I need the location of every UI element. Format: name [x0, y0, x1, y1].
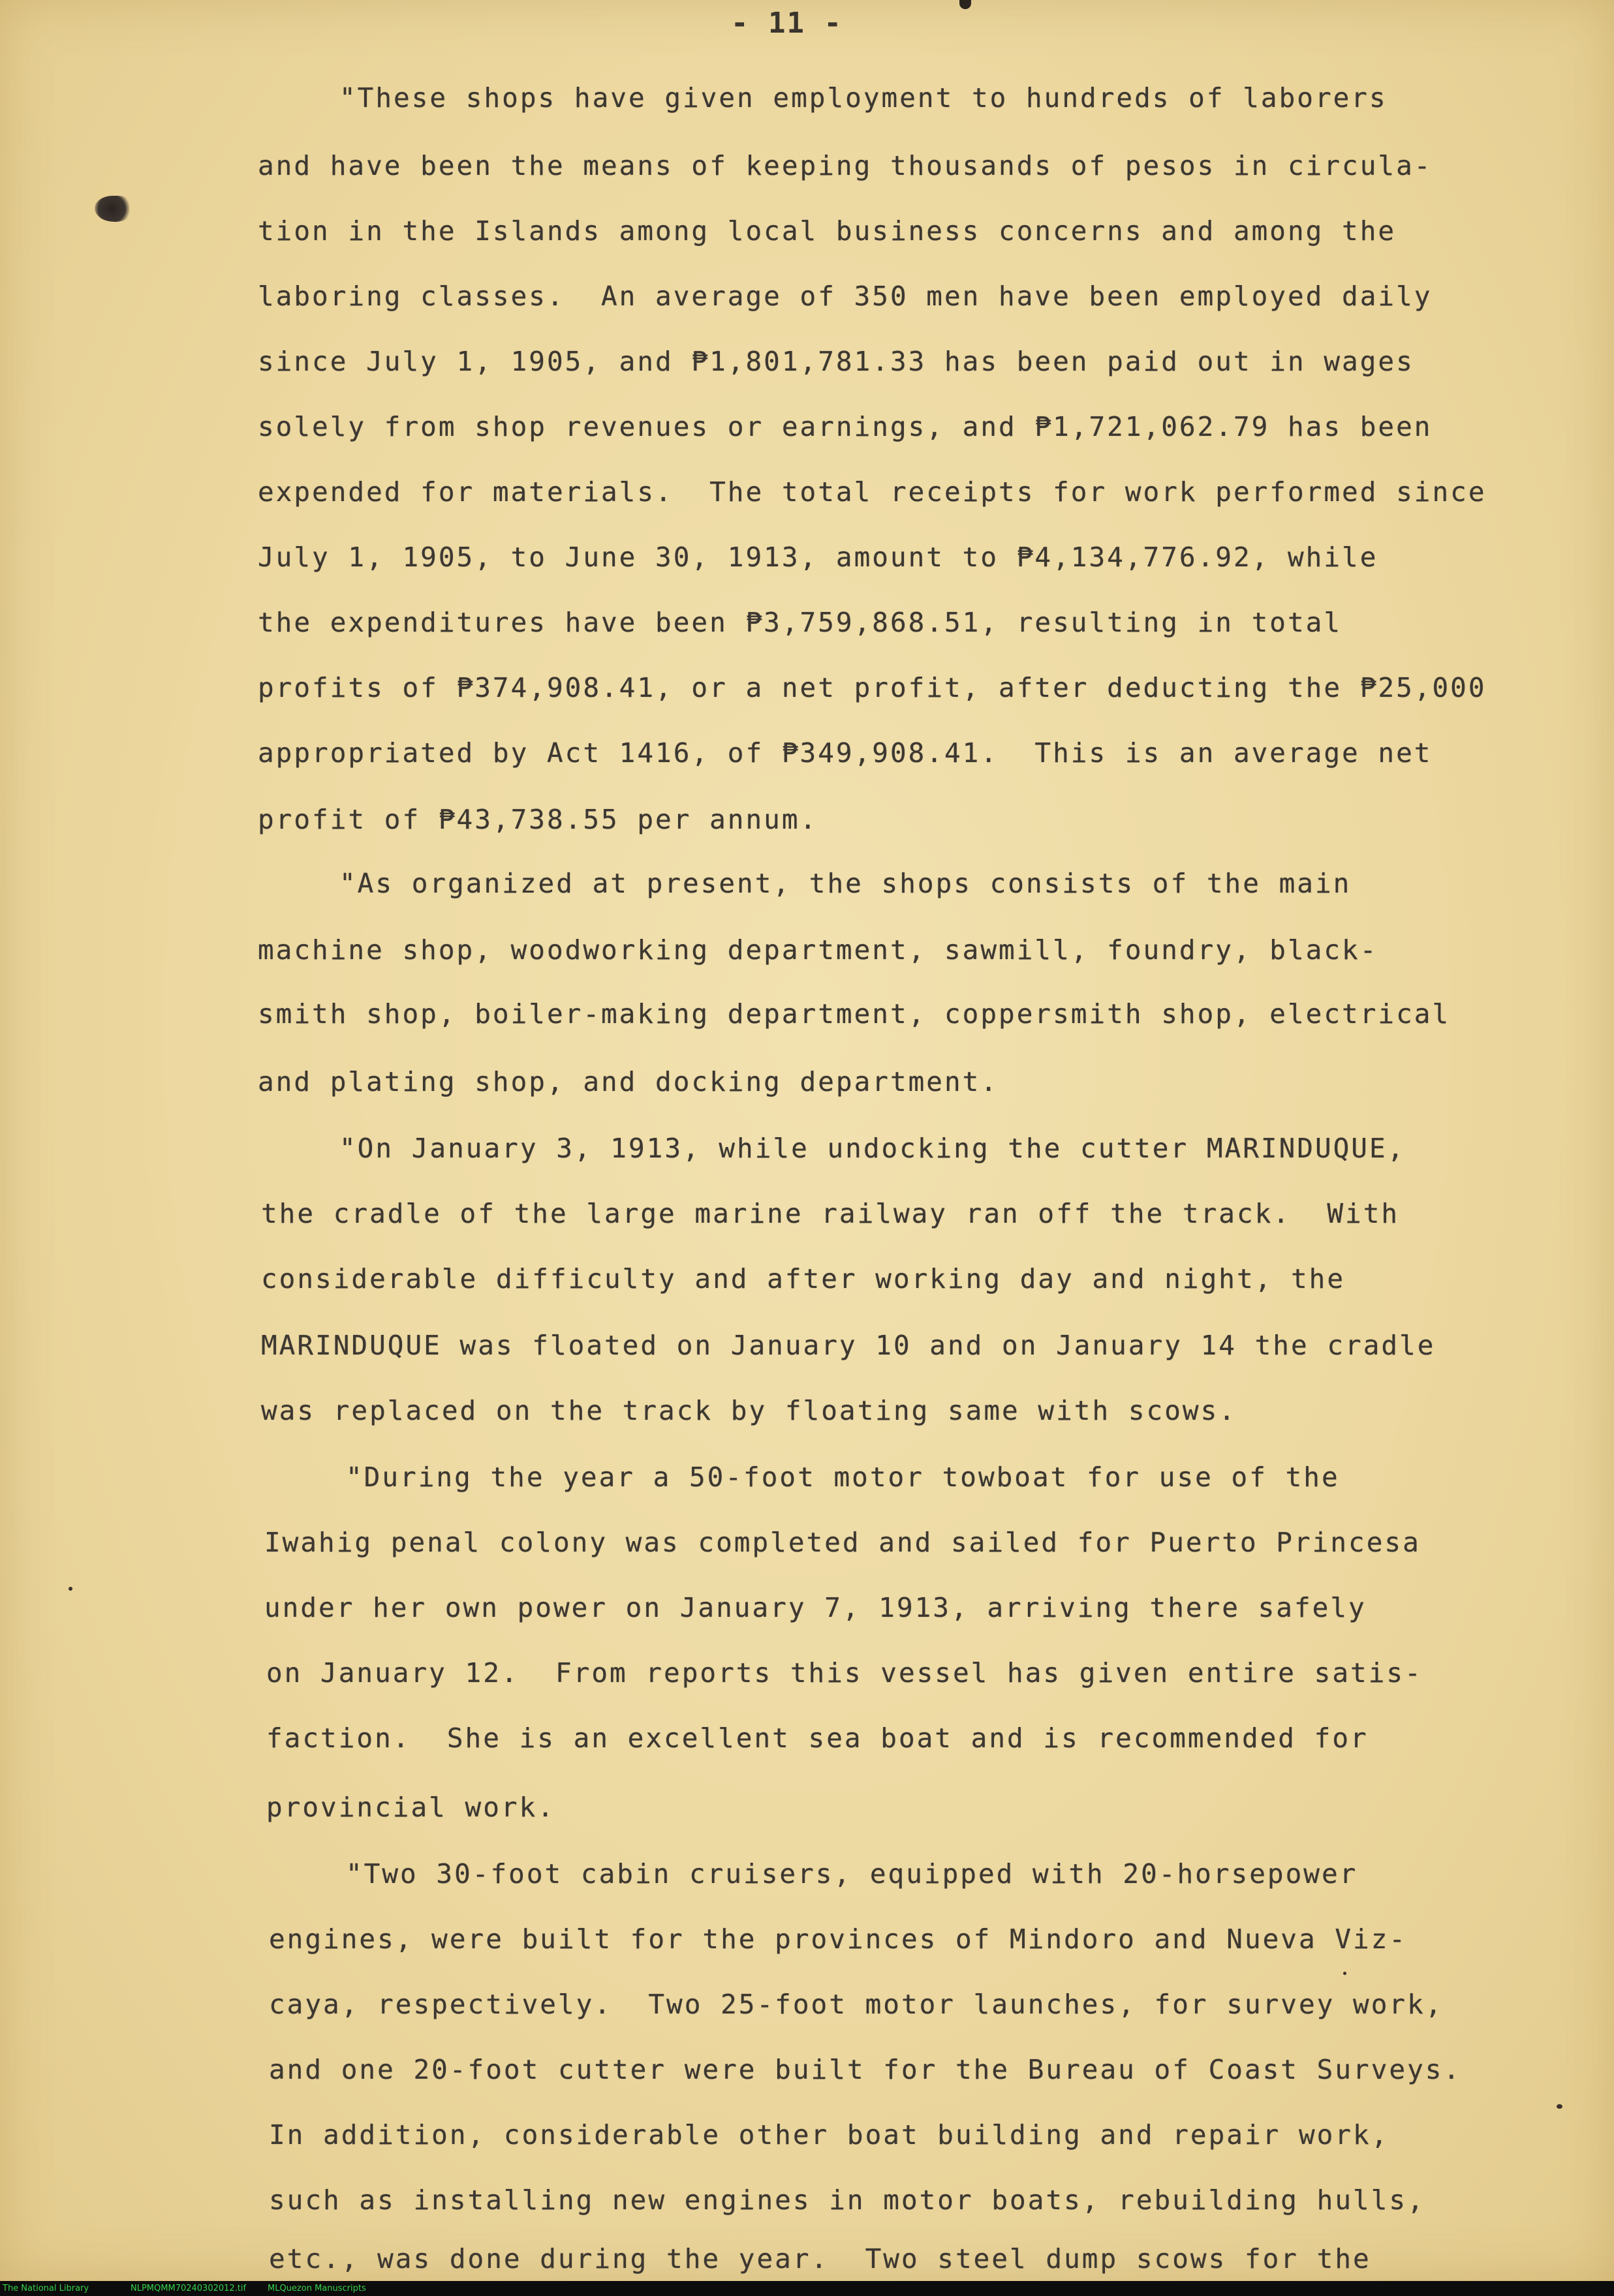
- text-line: solely from shop revenues or earnings, and ₱1,721,062.79 has been: [258, 411, 1433, 442]
- text-line: "Two 30-foot cabin cruisers, equipped with 20-horsepower: [346, 1858, 1358, 1890]
- text-line: caya, respectively. Two 25-foot motor launches, for survey work,: [269, 1989, 1444, 2020]
- text-line: "These shops have given employment to hundreds of laborers: [339, 82, 1388, 114]
- text-line: "On January 3, 1913, while undocking the cutter MARINDUQUE,: [339, 1133, 1406, 1164]
- page-number: - 11 -: [731, 7, 843, 40]
- text-line: engines, were built for the provinces of Mindoro and Nueva Viz-: [269, 1923, 1408, 1955]
- footer-file-id: NLPMQMM70240302012.tif: [131, 2284, 247, 2293]
- text-line: machine shop, woodworking department, sawmill, foundry, black-: [258, 934, 1378, 966]
- text-line: and one 20-foot cutter were built for the Bureau of Coast Surveys.: [269, 2054, 1462, 2085]
- text-line: Iwahig penal colony was completed and sailed for Puerto Princesa: [264, 1527, 1421, 1558]
- text-line: such as installing new engines in motor boats, rebuilding hulls,: [269, 2184, 1425, 2216]
- text-line: since July 1, 1905, and ₱1,801,781.33 has been paid out in wages: [258, 346, 1414, 377]
- text-line: expended for materials. The total receipts for work performed since: [258, 476, 1487, 508]
- text-line: the expenditures have been ₱3,759,868.51, resulting in total: [258, 607, 1342, 638]
- ink-speck: [69, 1587, 72, 1591]
- footer-library: The National Library: [3, 2284, 89, 2293]
- text-line: profit of ₱43,738.55 per annum.: [258, 804, 818, 835]
- text-line: "As organized at present, the shops consists of the main: [339, 868, 1352, 899]
- ink-blot: [95, 196, 132, 222]
- ink-speck: [1343, 1972, 1346, 1975]
- text-line: profits of ₱374,908.41, or a net profit, after deducting the ₱25,000: [258, 672, 1487, 703]
- text-line: laboring classes. An average of 350 men have been employed daily: [258, 281, 1433, 312]
- text-line: appropriated by Act 1416, of ₱349,908.41. This is an average net: [258, 737, 1433, 769]
- text-line: considerable difficulty and after working day and night, the: [261, 1263, 1346, 1294]
- text-line: July 1, 1905, to June 30, 1913, amount to ₱4,134,776.92, while: [258, 542, 1378, 573]
- text-line: In addition, considerable other boat building and repair work,: [269, 2119, 1389, 2151]
- footer-collection: MLQuezon Manuscripts: [268, 2284, 366, 2293]
- text-line: the cradle of the large marine railway ran off the track. With: [261, 1198, 1400, 1229]
- text-line: etc., was done during the year. Two steel dump scows for the: [269, 2243, 1371, 2274]
- text-line: under her own power on January 7, 1913, arriving there safely: [264, 1592, 1367, 1623]
- text-line: was replaced on the track by floating same with scows.: [261, 1395, 1237, 1426]
- text-line: tion in the Islands among local business concerns and among the: [258, 215, 1397, 247]
- text-line: provincial work.: [266, 1792, 555, 1823]
- text-line: smith shop, boiler-making department, coppersmith shop, electrical: [258, 998, 1451, 1030]
- ink-mark: [959, 0, 971, 9]
- text-line: and plating shop, and docking department.: [258, 1066, 999, 1097]
- text-line: faction. She is an excellent sea boat and is recommended for: [266, 1722, 1369, 1754]
- text-line: MARINDUQUE was floated on January 10 and on January 14 the cradle: [261, 1330, 1436, 1361]
- text-line: and have been the means of keeping thousands of pesos in circula-: [258, 150, 1433, 181]
- text-line: "During the year a 50-foot motor towboat for use of the: [346, 1462, 1340, 1493]
- ink-speck: [1557, 2104, 1562, 2109]
- text-line: on January 12. From reports this vessel has given entire satis-: [266, 1657, 1423, 1689]
